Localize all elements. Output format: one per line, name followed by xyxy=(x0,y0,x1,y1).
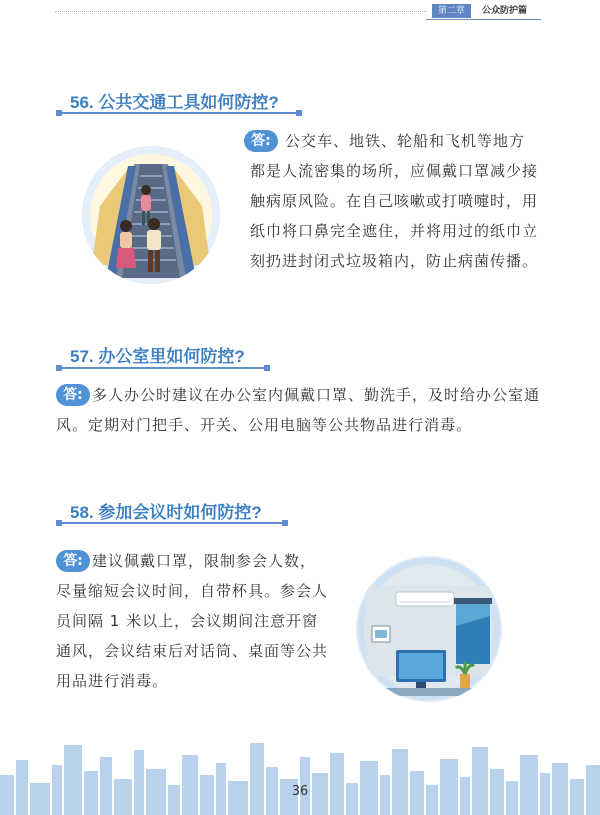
city-skyline-decoration xyxy=(0,735,600,815)
answer-badge: 答: xyxy=(244,130,278,152)
answer-badge: 答: xyxy=(56,550,90,572)
chapter-label: 第二章 xyxy=(432,4,471,18)
office-icon xyxy=(356,556,502,702)
header-underline xyxy=(426,19,541,20)
title-dot-right xyxy=(282,520,288,526)
section-56-answer: 都是人流密集的场所，应佩戴口罩减少接触病原风险。在自己咳嗽或打喷嚏时，用纸巾将口鼻完全遮住，并将用过的纸巾立刻扔进封闭式垃圾箱内，防止病菌传播。 xyxy=(250,162,539,270)
header-dotted-line xyxy=(55,11,427,12)
section-58-underline xyxy=(62,522,284,524)
section-57-underline xyxy=(62,367,266,369)
section-57-title: 57. 办公室里如何防控? xyxy=(70,347,245,366)
section-56-underline xyxy=(62,112,298,114)
escalator-icon xyxy=(82,146,220,284)
section-57-answer: 多人办公时建议在办公室内佩戴口罩、勤洗手，及时给办公室通风。定期对门把手、开关、公用电脑等公共物品进行消毒。 xyxy=(56,386,541,434)
escalator-illustration xyxy=(82,146,220,284)
answer-badge: 答: xyxy=(56,384,90,406)
title-dot-right xyxy=(296,110,302,116)
section-58-answer: 建议佩戴口罩，限制参会人数，尽量缩短会议时间，自带杯具。参会人员间隔 1 米以上，会议期间注意开窗通风，会议结束后对话筒、桌面等公共用品进行消毒。 xyxy=(56,552,329,690)
part-label: 公众防护篇 xyxy=(482,6,528,16)
section-56-answer-line1: 公交车、地铁、轮船和飞机等地方 xyxy=(285,132,526,150)
section-58-title: 58. 参加会议时如何防控? xyxy=(70,503,262,522)
office-illustration xyxy=(356,556,502,702)
page-number: 36 xyxy=(291,784,309,799)
section-56-title: 56. 公共交通工具如何防控? xyxy=(70,93,279,112)
title-dot-right xyxy=(264,365,270,371)
